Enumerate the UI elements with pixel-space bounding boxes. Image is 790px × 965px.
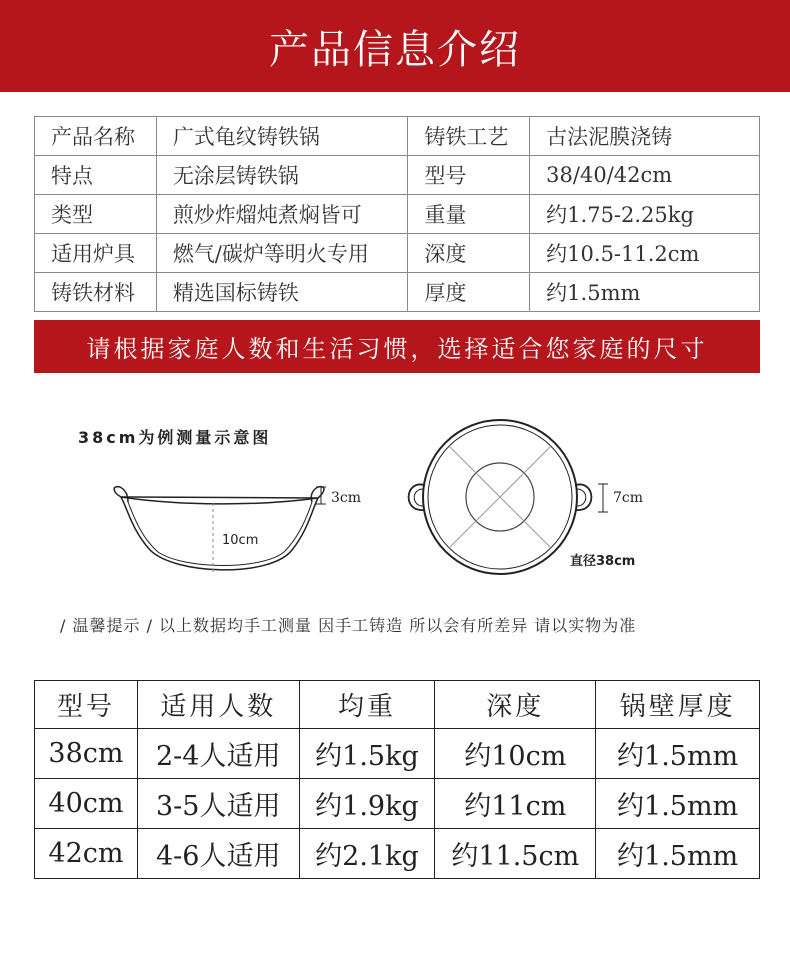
wok-side-view — [114, 487, 326, 574]
spec-value: 煎炒炸熘炖煮焖皆可 — [156, 195, 408, 234]
diameter-label: 直径38cm — [570, 554, 636, 569]
wok-top-view — [409, 420, 608, 574]
spec-label: 深度 — [408, 234, 530, 273]
spec-value: 约10.5-11.2cm — [530, 234, 760, 273]
size-table-header-cell: 深度 — [435, 681, 596, 729]
page-title: 产品信息介绍 — [269, 26, 521, 73]
spec-value: 古法泥膜浇铸 — [530, 117, 760, 156]
size-table — [34, 680, 760, 879]
measurement-diagram — [0, 400, 790, 590]
size-table-cell: 约1.9kg — [299, 779, 435, 829]
diagram-title: 38cm为例测量示意图 — [78, 428, 272, 447]
spec-label: 厚度 — [408, 273, 530, 312]
size-table-cell: 约1.5kg — [299, 729, 435, 779]
spec-label: 特点 — [35, 156, 157, 195]
size-table-header-cell: 均重 — [299, 681, 435, 729]
size-table-cell: 40cm — [35, 779, 138, 829]
size-table-cell: 约11.5cm — [435, 829, 596, 879]
spec-value: 38/40/42cm — [530, 156, 760, 195]
spec-table — [34, 116, 760, 312]
size-advice-banner — [34, 320, 760, 373]
size-table-row — [35, 729, 760, 779]
size-table-header — [35, 681, 760, 729]
size-table-row — [35, 829, 760, 879]
size-table-header-cell: 锅壁厚度 — [596, 681, 760, 729]
size-table-cell: 3-5人适用 — [137, 779, 299, 829]
spec-label: 铸铁材料 — [35, 273, 157, 312]
size-table-cell: 2-4人适用 — [137, 729, 299, 779]
header-banner — [0, 0, 790, 92]
size-table-cell: 约1.5mm — [596, 829, 760, 879]
depth-label: 10cm — [222, 533, 259, 548]
spec-label: 重量 — [408, 195, 530, 234]
spec-row — [35, 234, 760, 273]
size-table-cell: 约10cm — [435, 729, 596, 779]
spec-label: 型号 — [408, 156, 530, 195]
spec-label: 类型 — [35, 195, 157, 234]
measurement-tip: / 温馨提示 / 以上数据均手工测量 因手工铸造 所以会有所差异 请以实物为准 — [60, 616, 637, 635]
spec-row — [35, 273, 760, 312]
spec-row — [35, 156, 760, 195]
ear-size-label: 7cm — [613, 490, 644, 506]
spec-value: 无涂层铸铁锅 — [156, 156, 408, 195]
size-table-cell: 38cm — [35, 729, 138, 779]
spec-label: 产品名称 — [35, 117, 157, 156]
spec-value: 约1.5mm — [530, 273, 760, 312]
spec-row — [35, 117, 760, 156]
handle-height-label: 3cm — [331, 490, 362, 506]
spec-value: 广式龟纹铸铁锅 — [156, 117, 408, 156]
size-table-cell: 约1.5mm — [596, 729, 760, 779]
spec-value: 燃气/碳炉等明火专用 — [156, 234, 408, 273]
spec-label: 铸铁工艺 — [408, 117, 530, 156]
spec-value: 约1.75-2.25kg — [530, 195, 760, 234]
spec-label: 适用炉具 — [35, 234, 157, 273]
size-table-cell: 约2.1kg — [299, 829, 435, 879]
size-table-cell: 约1.5mm — [596, 779, 760, 829]
spec-row — [35, 195, 760, 234]
size-table-header-cell: 适用人数 — [137, 681, 299, 729]
size-table-cell: 4-6人适用 — [137, 829, 299, 879]
size-table-cell: 42cm — [35, 829, 138, 879]
spec-value: 精选国标铸铁 — [156, 273, 408, 312]
size-table-cell: 约11cm — [435, 779, 596, 829]
size-advice-text: 请根据家庭人数和生活习惯，选择适合您家庭的尺寸 — [86, 335, 708, 363]
size-table-row — [35, 779, 760, 829]
size-table-header-cell: 型号 — [35, 681, 138, 729]
